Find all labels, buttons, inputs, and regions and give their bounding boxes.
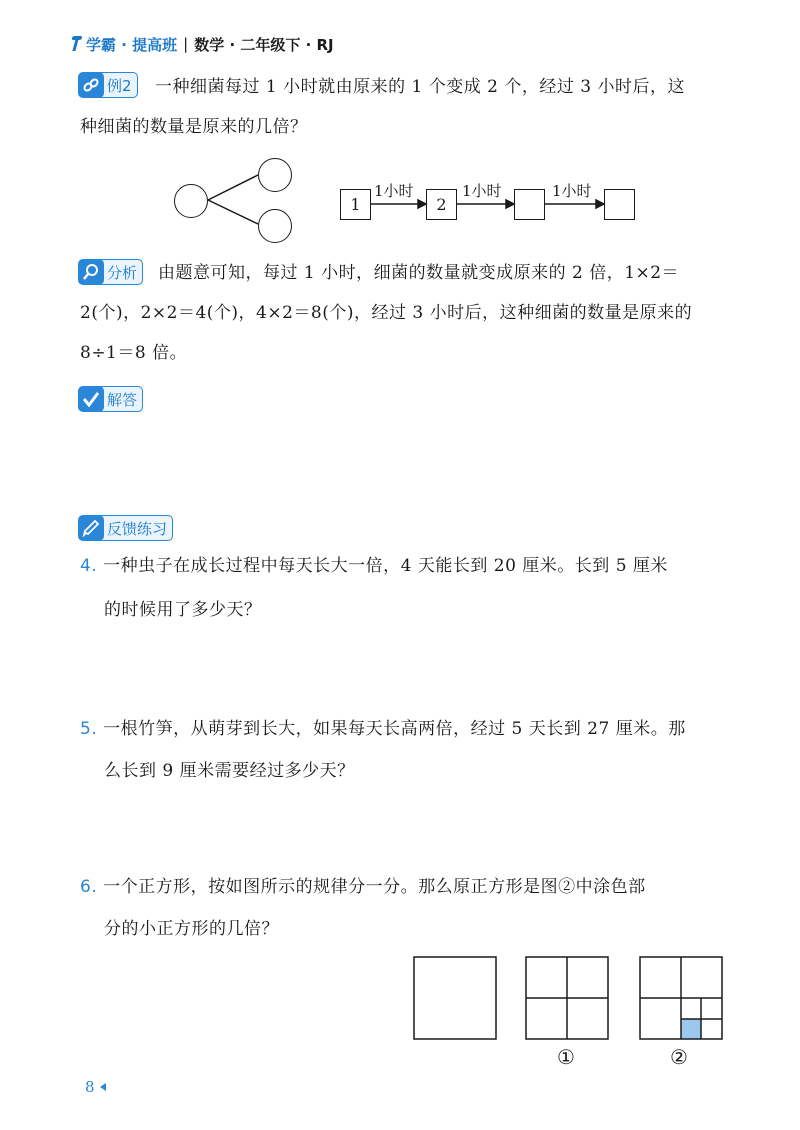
question-number: 5. [80,719,98,739]
answer-tag [80,386,143,412]
figure-label-2: ② [670,1045,688,1069]
question-text: 一根竹笋，从萌芽到长大，如果每天长高两倍，经过 5 天长到 27 厘米。那 [103,719,686,739]
pencil-icon [78,515,104,541]
question-text: 一种虫子在成长过程中每天长大一倍，4 天能长到 20 厘米。长到 5 厘米 [103,556,668,576]
square-original [414,957,496,1039]
analysis-line1: 由题意可知，每过 1 小时，细菌的数量就变成原来的 2 倍，1×2＝ [158,263,680,283]
example-text-line2: 种细菌的数量是原来的几倍？ [80,117,308,137]
question-text: 一个正方形，按如图所示的规律分一分。那么原正方形是图②中涂色部 [103,877,646,897]
shaded-square [681,1019,701,1039]
growth-box: 2 [426,189,457,220]
square-figures [0,940,800,1050]
page-number [85,1078,107,1096]
arrow-label: 1小时 [374,182,414,200]
answer-tag-label: 解答 [107,390,138,409]
question-number: 4. [80,556,98,576]
question-6-line1 [80,866,646,909]
question-5-line1 [80,708,686,751]
example-tag-label: 例2 [107,76,132,95]
example-text-line1: 一种细菌每过 1 小时就由原来的 1 个变成 2 个，经过 3 小时后，这 [155,77,685,97]
arrow-label: 1小时 [462,182,502,200]
arrow-label: 1小时 [552,182,592,200]
question-4-line2: 的时候用了多少天？ [104,600,262,620]
analysis-tag-label: 分析 [107,263,138,282]
page-number-value: 8 [85,1078,95,1096]
question-5-line2: 么长到 9 厘米需要经过多少天？ [104,761,355,781]
question-4-line1 [80,545,668,588]
checkmark-icon [78,386,104,412]
practice-tag-label: 反馈练习 [107,519,168,538]
question-6-line2: 分的小正方形的几倍？ [104,919,279,939]
magnifier-icon [78,259,104,285]
subject-label: 数学 · 二年级下 · RJ [194,35,334,54]
analysis-line2: 2(个)，2×2＝4(个)，4×2＝8(个)，经过 3 小时后，这种细菌的数量是原来的 [80,303,693,323]
analysis-tag [80,259,143,285]
practice-tag [80,515,173,541]
figure-label-1: ① [557,1045,575,1069]
header-separator: | [183,35,189,53]
analysis-line3: 8÷1＝8 倍。 [80,343,188,363]
triangle-left-icon [99,1082,107,1092]
question-number: 6. [80,877,98,897]
growth-box: 1 [340,189,371,220]
brand-name: 学霸 · 提高班 [86,35,178,54]
